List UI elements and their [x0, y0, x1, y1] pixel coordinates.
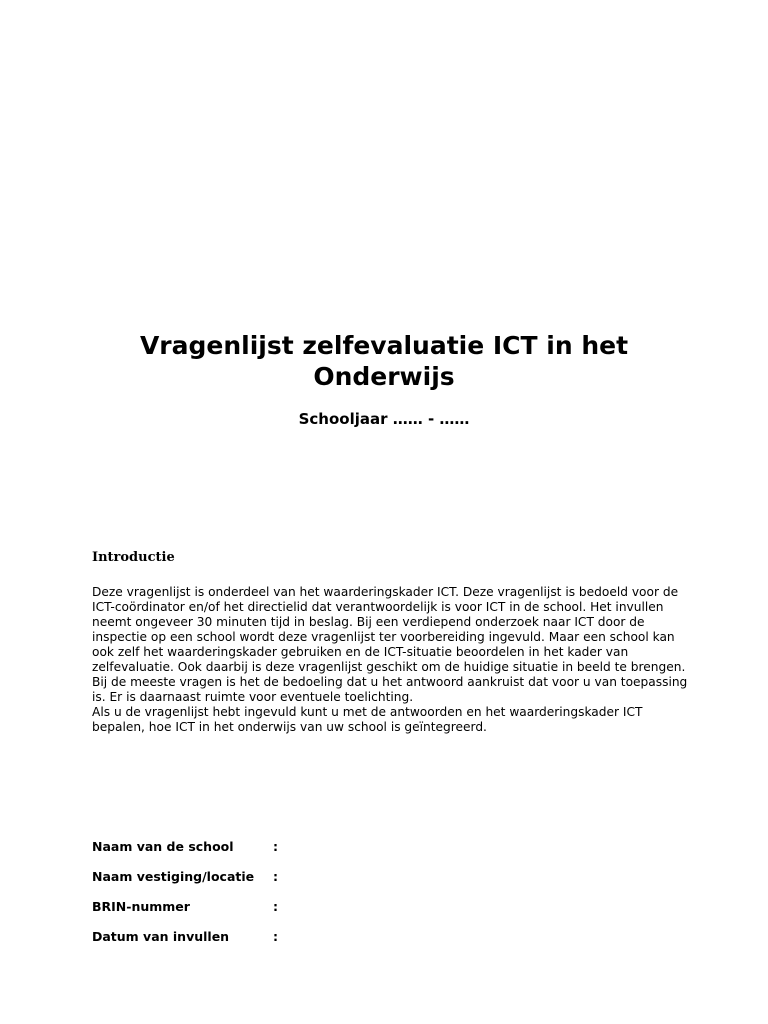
intro-paragraph: Deze vragenlijst is onderdeel van het waarderingskader ICT. Deze vragenlijst is bedoeld voor de ICT-coördinator en/of het directielid dat verantwoordelijk is voor ICT in de school. Het invullen neemt ongeveer 30 minuten tijd in beslag. Bij een verdiepend onderzoek naar ICT door de inspectie op een school wordt deze vragenlijst ter voorbereiding ingevuld. Maar een school kan ook zelf het waarderingskader gebruiken en de ICT-situatie beoordelen in het kader van zelfevaluatie. Ook daarbij is deze vragenlijst geschikt om de huidige situatie in beeld te brengen. — [92, 585, 686, 674]
intro-paragraph: Bij de meeste vragen is het de bedoeling dat u het antwoord aankruist dat voor u van toepassing is. Er is daarnaast ruimte voor eventuele toelichting. — [92, 675, 688, 704]
school-year-subtitle: Schooljaar …… - …… — [298, 410, 470, 428]
field-label: Naam vestiging/locatie — [92, 869, 255, 884]
school-info-fields — [92, 839, 492, 959]
field-label: Naam van de school — [92, 839, 234, 854]
field-separator: : — [273, 839, 278, 854]
field-brin-number — [92, 899, 492, 914]
field-school-name — [92, 839, 492, 854]
intro-paragraph: Als u de vragenlijst hebt ingevuld kunt u met de antwoorden en het waarderingskader ICT bepalen, hoe ICT in het onderwijs van uw school is geïntegreerd. — [92, 705, 643, 734]
intro-text — [92, 585, 692, 735]
field-separator: : — [273, 929, 278, 944]
field-label: BRIN-nummer — [92, 899, 190, 914]
field-fill-date — [92, 929, 492, 944]
document-title: Vragenlijst zelfevaluatie ICT in het Onderwijs — [139, 331, 629, 391]
intro-heading: Introductie — [92, 550, 175, 565]
field-separator: : — [273, 899, 278, 914]
field-label: Datum van invullen — [92, 929, 230, 944]
field-location-name — [92, 869, 492, 884]
field-separator: : — [273, 869, 278, 884]
